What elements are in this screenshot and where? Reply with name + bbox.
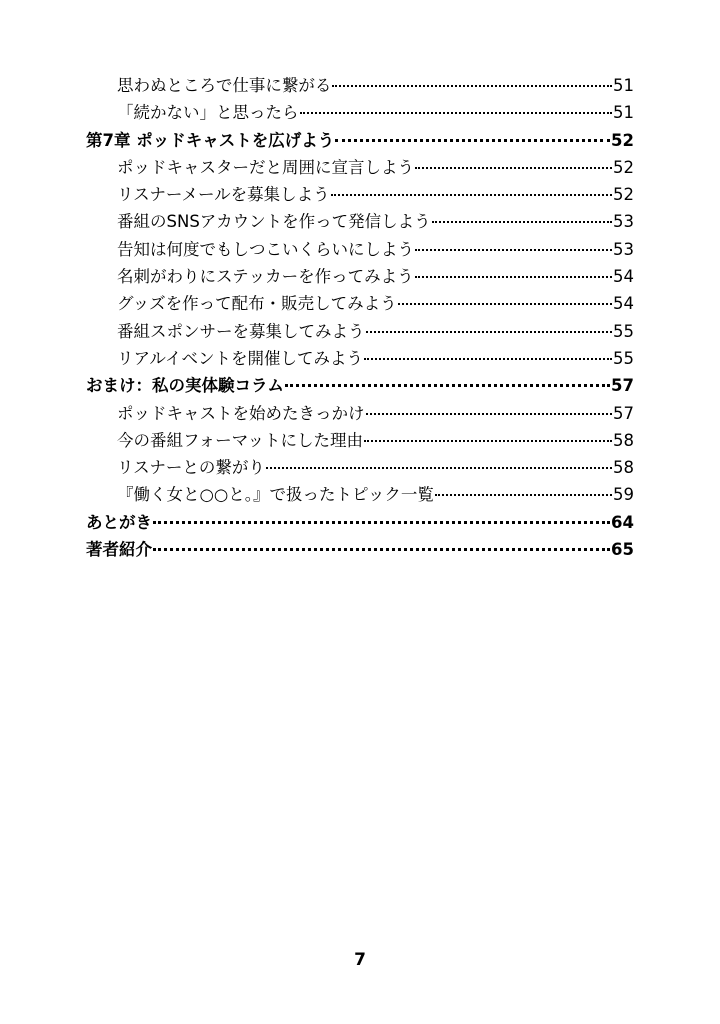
toc-entry-page: 57 <box>611 376 634 396</box>
toc-entry-title: 番組のSNSアカウントを作って発信しよう <box>117 212 431 232</box>
toc-chapter-entry <box>86 372 634 399</box>
toc-entry-page: 57 <box>613 403 634 423</box>
toc-entry <box>86 99 634 126</box>
toc-entry <box>86 290 634 317</box>
toc-entry-page: 58 <box>613 430 634 450</box>
toc-entry-title: リスナーメールを募集しよう <box>117 185 330 205</box>
toc-chapter-entry <box>86 536 634 563</box>
toc-dot-leader <box>364 438 612 442</box>
toc-entry <box>86 427 634 454</box>
toc-dot-leader <box>266 465 612 469</box>
toc-entry-title: 思わぬところで仕事に繋がる <box>117 76 332 95</box>
toc-entry-title: おまけ：私の実体験コラム <box>86 376 284 396</box>
toc-entry-title: 告知は何度でもしつこいくらいにしよう <box>117 239 414 259</box>
toc-entry-page: 59 <box>613 485 634 505</box>
toc-entry-title: 第7章 ポッドキャストを広げよう <box>86 130 335 150</box>
toc-entry-page: 55 <box>613 348 634 368</box>
toc-entry-title: あとがき <box>86 512 152 532</box>
toc-entry-title: グッズを作って配布・販売してみよう <box>117 294 397 314</box>
toc-dot-leader <box>435 492 612 496</box>
toc-dot-leader <box>366 329 613 333</box>
toc-dot-leader <box>398 301 612 305</box>
toc-entry-title: リアルイベントを開催してみよう <box>117 348 364 368</box>
toc-entry-page: 53 <box>613 212 634 232</box>
toc-entry <box>86 318 634 345</box>
toc-entry-title: ポッドキャストを始めたきっかけ <box>117 403 365 423</box>
toc-entry <box>86 481 634 508</box>
toc-dot-leader <box>331 192 612 196</box>
toc-entry <box>86 345 634 372</box>
toc-entry-page: 52 <box>613 157 634 177</box>
toc-chapter-entry <box>86 127 634 154</box>
toc-dot-leader <box>335 137 610 142</box>
toc-dot-leader <box>432 219 612 223</box>
toc-chapter-entry <box>86 509 634 536</box>
toc-entry-page: 53 <box>613 239 634 259</box>
toc-entry <box>86 236 634 263</box>
toc-entry-title: 『働く女と○○と。』で扱ったトピック一覧 <box>117 485 434 505</box>
toc-entry-title: 今の番組フォーマットにした理由 <box>117 430 364 450</box>
toc-entry-page: 58 <box>613 458 634 478</box>
table-of-contents <box>86 72 634 563</box>
page-number: 7 <box>354 950 366 970</box>
toc-entry <box>86 208 634 235</box>
toc-entry-page: 65 <box>611 540 634 560</box>
toc-dot-leader <box>415 165 612 169</box>
toc-entry-page: 51 <box>613 103 634 123</box>
toc-entry-title: 著者紹介 <box>86 540 152 560</box>
toc-entry <box>86 400 634 427</box>
toc-entry <box>86 454 634 481</box>
toc-dot-leader <box>415 247 612 251</box>
toc-entry-title: 番組スポンサーを募集してみよう <box>117 321 365 341</box>
toc-entry-title: 名刺がわりにステッカーを作ってみよう <box>117 267 414 287</box>
toc-entry-page: 64 <box>611 512 634 532</box>
toc-entry-page: 51 <box>613 76 634 95</box>
toc-entry-title: 「続かない」と思ったら <box>117 103 299 123</box>
toc-entry-page: 52 <box>611 130 634 150</box>
toc-entry-page: 52 <box>613 185 634 205</box>
toc-entry <box>86 181 634 208</box>
toc-dot-leader <box>285 382 610 387</box>
toc-entry-title: ポッドキャスターだと周囲に宣言しよう <box>117 157 414 177</box>
toc-entry-page: 55 <box>613 321 634 341</box>
toc-dot-leader <box>364 356 612 360</box>
toc-entry <box>86 154 634 181</box>
toc-dot-leader <box>332 83 612 87</box>
toc-dot-leader <box>300 110 613 114</box>
toc-dot-leader <box>415 274 612 278</box>
toc-dot-leader <box>153 519 610 524</box>
toc-entry-title: リスナーとの繋がり <box>117 458 265 478</box>
toc-entry <box>86 72 634 99</box>
toc-entry <box>86 263 634 290</box>
toc-entry-page: 54 <box>613 294 634 314</box>
toc-dot-leader <box>366 411 613 415</box>
toc-dot-leader <box>153 546 610 551</box>
toc-entry-page: 54 <box>613 267 634 287</box>
